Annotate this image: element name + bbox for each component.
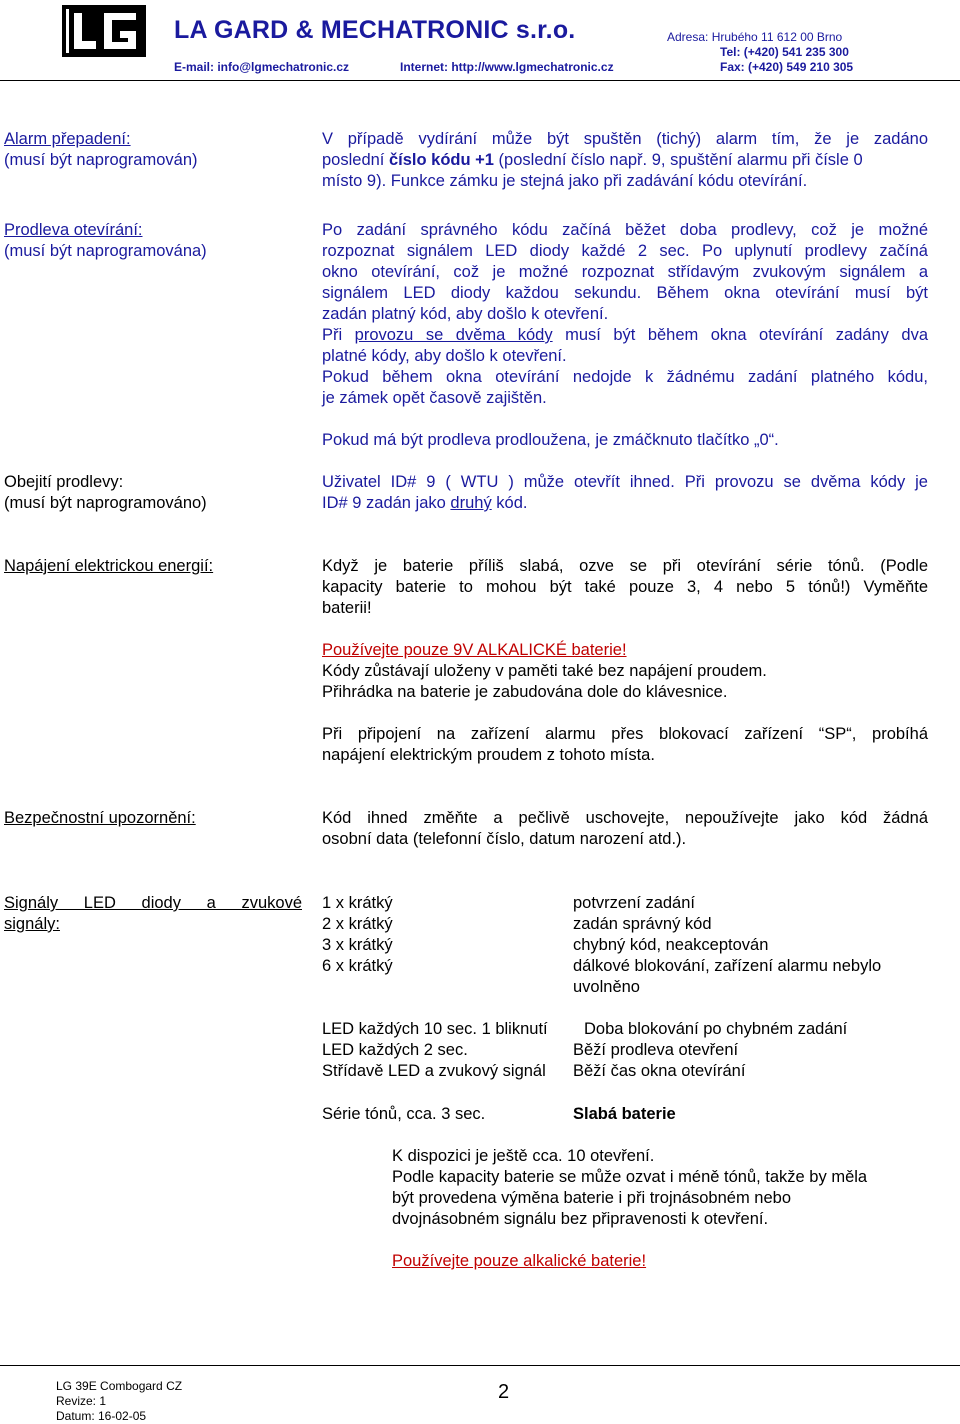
signal-key: 6 x krátký [322,957,393,975]
bypass-sublabel: (musí být naprogramováno) [4,494,207,512]
signal-key: 3 x krátký [322,936,393,954]
power-text-line: Kódy zůstávají uloženy v paměti také bez napájení proudem. [322,662,767,680]
company-logo [62,5,146,57]
security-text-line: Kód ihned změňte a pečlivě uschovejte, nepoužívejte jako kód žádná [322,809,928,827]
battery-note-line: K dispozici je ještě cca. 10 otevření. [392,1147,655,1165]
header-fax: Fax: (+420) 549 210 305 [720,60,854,74]
alarm-text-line: poslední číslo kódu +1 (poslední číslo např. 9, spuštění alarmu při čísle 0 [322,151,863,169]
footer-doc-name: LG 39E Combogard CZ [56,1379,183,1393]
power-label: Napájení elektrickou energií: [4,557,214,575]
security-label: Bezpečnostní upozornění: [4,809,196,827]
battery-warning: Používejte pouze 9V ALKALICKÉ baterie! [322,641,627,659]
power-text-line: baterii! [322,599,372,617]
delay-text-line: je zámek opět časově zajištěn. [322,389,547,407]
header-divider [0,80,960,81]
signal-value: dálkové blokování, zařízení alarmu nebylo [573,957,882,975]
power-text-line: Přihrádka na baterie je zabudována dole do klávesnice. [322,683,728,701]
signal-key: 2 x krátký [322,915,393,933]
power-text-line: Při připojení na zařízení alarmu přes blokovací zařízení “SP“, probíhá [322,725,928,743]
signal-value: zadán správný kód [573,915,712,933]
power-text-line: napájení elektrickým proudem z tohoto místa. [322,746,655,764]
delay-sublabel: (musí být naprogramována) [4,242,207,260]
battery-note-line: dvojnásobném signálu bez připravenosti k otevření. [392,1210,769,1228]
delay-text-line: platné kódy, aby došlo k otevření. [322,347,567,365]
delay-text-line: okno otevírání, což je možné rozpoznat střídavým zvukovým signálem a [322,263,928,281]
header-website[interactable]: Internet: http://www.lgmechatronic.cz [400,60,614,74]
security-text-line: osobní data (telefonní číslo, datum narození atd.). [322,830,687,848]
battery-note-line: být provedena výměna baterie i při trojnásobném nebo [392,1189,791,1207]
led-value: Doba blokování po chybném zadání [584,1020,848,1038]
tone-series-key: Série tónů, cca. 3 sec. [322,1105,486,1123]
delay-text-line: Pokud během okna otevírání nedojde k žádnému zadání platného kódu, [322,368,928,386]
footer-divider [0,1365,960,1366]
led-value: Běží čas okna otevírání [573,1062,746,1080]
power-text-line: Když je baterie příliš slabá, ozve se při otevírání série tónů. (Podle [322,557,928,575]
delay-text-line: Při provozu se dvěma kódy musí být během okna otevírání zadány dva [322,326,928,344]
bypass-text-line: Uživatel ID# 9 ( WTU ) může otevřít ihned. Při provozu se dvěma kódy je [322,473,928,491]
header-phone: Tel: (+420) 541 235 300 [720,45,849,59]
signals-label-cont: signály: [4,915,60,933]
low-battery-value: Slabá baterie [573,1105,676,1123]
bypass-text-line: ID# 9 zadán jako druhý kód. [322,494,528,512]
alarm-sublabel: (musí být naprogramován) [4,151,198,169]
led-value: Běží prodleva otevření [573,1041,739,1059]
battery-note-line: Podle kapacity baterie se může ozvat i méně tónů, takže by měla [392,1168,868,1186]
delay-label: Prodleva otevírání: [4,221,143,239]
header-address: Adresa: Hrubého 11 612 00 Brno [667,30,843,44]
led-key: LED každých 10 sec. 1 bliknutí [322,1020,548,1038]
delay-text-line: Pokud má být prodleva prodloužena, je zmáčknuto tlačítko „0“. [322,431,779,449]
signals-label: Signály LED diody a zvukové [4,894,302,912]
led-key: LED každých 2 sec. [322,1041,468,1059]
alarm-text-line: V případě vydírání může být spuštěn (tichý) alarm tím, že je zadáno [322,130,928,148]
led-key: Střídavě LED a zvukový signál [322,1062,546,1080]
delay-text-line: rozpoznat signálem LED diody každé 2 sec. Po uplynutí prodlevy začíná [322,242,928,260]
power-text-line: kapacity baterie to mohou být také pouze 3, 4 nebo 5 tónů!) Vyměňte [322,578,928,596]
header-email[interactable]: E-mail: info@lgmechatronic.cz [174,60,350,74]
signal-value: potvrzení zadání [573,894,695,912]
footer-revision: Revize: 1 [56,1394,107,1408]
page-number: 2 [498,1381,510,1403]
signal-value-cont: uvolněno [573,978,640,996]
footer-date: Datum: 16-02-05 [56,1409,147,1423]
alkaline-warning: Používejte pouze alkalické baterie! [392,1252,647,1270]
signal-key: 1 x krátký [322,894,393,912]
alarm-label: Alarm přepadení: [4,130,131,148]
delay-text-line: signálem LED diody každou sekundu. Během okna otevírání musí být [322,284,928,302]
bypass-label: Obejití prodlevy: [4,473,124,491]
delay-text-line: Po zadání správného kódu začíná běžet doba prodlevy, což je možné [322,221,928,239]
signal-value: chybný kód, neakceptován [573,936,769,954]
delay-text-line: zadán platný kód, aby došlo k otevření. [322,305,609,323]
company-name: LA GARD & MECHATRONIC s.r.o. [174,16,576,44]
alarm-text-line: místo 9). Funkce zámku je stejná jako při zadávání kódu otevírání. [322,172,808,190]
